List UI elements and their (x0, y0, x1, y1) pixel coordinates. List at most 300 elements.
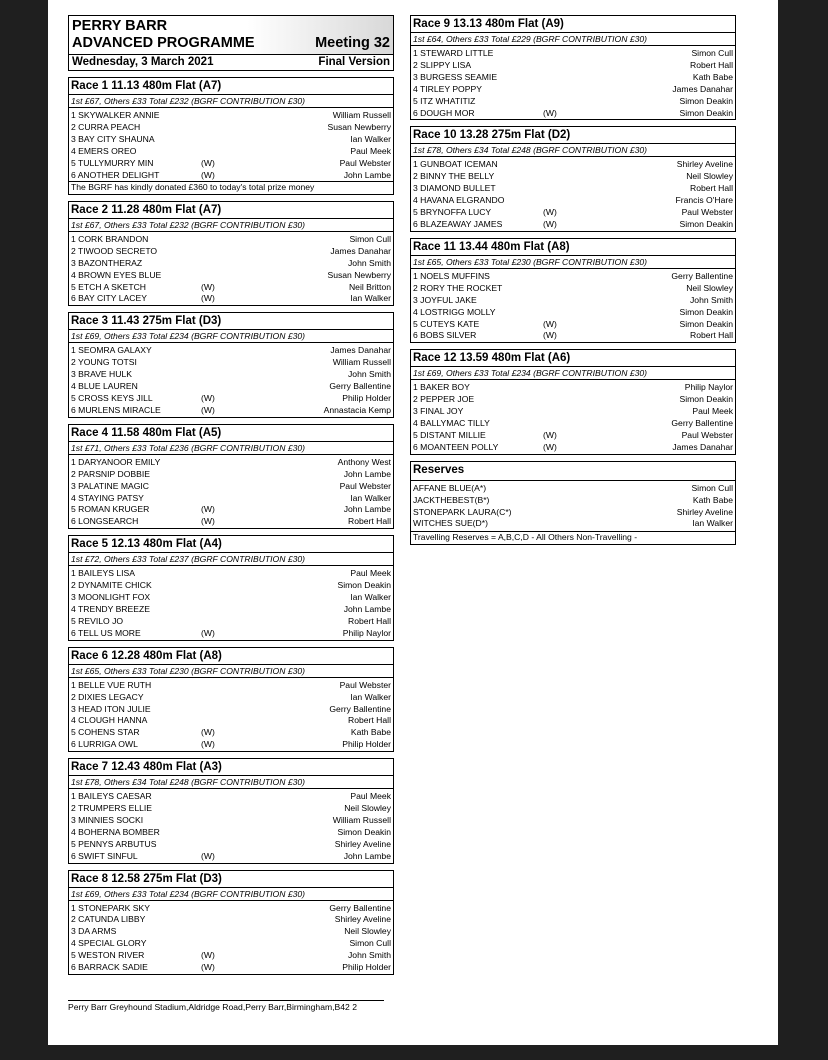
trainer-name: Simon Deakin (337, 580, 391, 591)
runner-row (69, 504, 393, 516)
runner-row (69, 827, 393, 839)
reserve-name: JACKTHEBEST(B*) (413, 494, 490, 505)
venue-title: PERRY BARR (72, 18, 168, 34)
runner-name: 2 BINNY THE BELLY (413, 171, 495, 182)
runner-name: 4 SPECIAL GLORY (71, 938, 147, 949)
race-card (68, 77, 394, 195)
race-title: Race 7 12.43 480m Flat (A3) (71, 761, 222, 774)
trainer-name: Philip Holder (342, 739, 391, 750)
trainer-name: Robert Hall (690, 330, 733, 341)
trainer-name: Simon Cull (691, 48, 733, 58)
trainer-name: Robert Hall (348, 615, 391, 626)
runner-name: 5 COHENS STAR (71, 727, 140, 738)
runner-row (69, 516, 393, 528)
trainer-name: Shirley Aveline (676, 159, 733, 170)
runner-name: 5 CROSS KEYS JILL (71, 393, 153, 403)
runner-name: 1 SEOMRA GALAXY (71, 345, 152, 356)
wide-marker: (W) (543, 107, 557, 118)
wide-marker (543, 84, 583, 96)
trainer-name: Kath Babe (350, 727, 391, 738)
race-card (410, 126, 736, 231)
reserve-row (411, 483, 735, 495)
runner-row (69, 580, 393, 592)
runner-row (411, 307, 735, 319)
programme-title-row (69, 35, 393, 54)
runner-row (69, 234, 393, 246)
wide-marker (543, 171, 583, 183)
runner-name: 6 MOANTEEN POLLY (413, 441, 499, 452)
race-title: Race 5 12.13 480m Flat (A4) (71, 538, 222, 551)
trainer-name: James Danahar (672, 441, 733, 452)
wide-marker (201, 357, 241, 369)
trainer-name: John Lambe (343, 169, 391, 180)
runner-name: 4 LOSTRIGG MOLLY (413, 306, 496, 317)
wide-marker (201, 616, 241, 628)
runner-row (411, 60, 735, 72)
runner-name: 6 DOUGH MOR (413, 107, 475, 118)
reserve-row (411, 495, 735, 507)
trainer-name: Ian Walker (350, 492, 391, 503)
reserve-name: WITCHES SUE(D*) (413, 518, 488, 529)
wide-marker: (W) (201, 727, 215, 738)
runner-name: 2 TRUMPERS ELLIE (71, 803, 153, 814)
runner-row (69, 628, 393, 640)
runner-row (411, 207, 735, 219)
wide-marker: (W) (543, 429, 557, 440)
runner-name: 5 DISTANT MILLIE (413, 429, 486, 440)
wide-marker: (W) (201, 627, 215, 638)
trainer-name: Ian Walker (350, 133, 391, 144)
runner-name: 3 DIAMOND BULLET (413, 183, 496, 194)
runner-name: 4 BOHERNA BOMBER (71, 826, 160, 837)
runner-name: 1 STONEPARK SKY (71, 902, 150, 913)
runner-name: 3 BURGESS SEAMIE (413, 71, 498, 82)
wide-marker: (W) (201, 293, 215, 304)
runner-row (69, 680, 393, 692)
runner-row (69, 369, 393, 381)
wide-marker (201, 568, 241, 580)
runner-name: 5 WESTON RIVER (71, 950, 145, 961)
runner-name: 4 BALLYMAC TILLY (413, 418, 490, 429)
reserves-footnote: Travelling Reserves = A,B,C,D - All Others Non-Travelling - (411, 531, 735, 544)
meeting-date: Wednesday, 3 March 2021 (72, 56, 214, 68)
race-card (410, 349, 736, 454)
runner-row (69, 692, 393, 704)
wide-marker: (W) (201, 169, 215, 180)
wide-marker (543, 406, 583, 418)
runner-name: 1 BELLE VUE RUTH (71, 679, 152, 690)
trainer-name: Neil Slowley (686, 171, 733, 182)
wide-marker: (W) (201, 516, 215, 527)
runner-row (69, 592, 393, 604)
runner-name: 3 MOONLIGHT FOX (71, 592, 151, 603)
trainer-name: John Lambe (343, 850, 391, 861)
runner-name: 2 RORY THE ROCKET (413, 282, 503, 293)
trainer-name: Anthony West (337, 456, 391, 467)
runner-row (411, 171, 735, 183)
wide-marker (201, 827, 241, 839)
runner-name: 4 EMERS OREO (71, 145, 137, 156)
race-card (410, 238, 736, 343)
trainer-name: Shirley Aveline (334, 838, 391, 849)
runner-name: 4 BLUE LAUREN (71, 381, 138, 392)
wide-marker (201, 469, 241, 481)
runner-name: 3 BRAVE HULK (71, 369, 132, 380)
runner-name: 6 BAY CITY LACEY (71, 293, 147, 304)
wide-marker (201, 604, 241, 616)
trainer-name: Paul Meek (692, 406, 733, 417)
wide-marker (201, 914, 241, 926)
trainer-name: Robert Hall (690, 59, 733, 70)
trainer-name: William Russell (332, 814, 391, 825)
runner-name: 5 ROMAN KRUGER (71, 504, 150, 515)
runner-row (69, 122, 393, 134)
wide-marker: (W) (543, 218, 557, 229)
reserve-trainer: Kath Babe (692, 494, 733, 505)
runner-name: 3 PALATINE MAGIC (71, 480, 149, 491)
runner-row (69, 481, 393, 493)
runner-row (69, 851, 393, 863)
runner-row (411, 330, 735, 342)
trainer-name: John Lambe (343, 603, 391, 614)
runner-name: 1 BAILEYS LISA (71, 568, 136, 579)
trainer-name: Neil Slowley (344, 926, 391, 937)
runner-row (69, 903, 393, 915)
runner-name: 3 DA ARMS (71, 926, 117, 937)
race-note: The BGRF has kindly donated £360 to today's total prize money (69, 181, 393, 194)
trainer-name: Robert Hall (348, 516, 391, 527)
reserve-trainer: Shirley Aveline (676, 506, 733, 517)
stadium-address: Perry Barr Greyhound Stadium,Aldridge Road,Perry Barr,Birmingham,B42 2 (68, 1000, 384, 1012)
reserves-box (410, 461, 736, 545)
trainer-name: Ian Walker (350, 293, 391, 304)
reserve-trainer: Ian Walker (692, 518, 733, 529)
right-column (410, 15, 736, 551)
wide-marker (201, 134, 241, 146)
runner-row (69, 791, 393, 803)
runner-row (411, 219, 735, 231)
runner-name: 1 BAILEYS CAESAR (71, 791, 152, 802)
trainer-name: John Smith (348, 257, 391, 268)
runner-name: 5 REVILO JO (71, 615, 124, 626)
runner-row (69, 158, 393, 170)
trainer-name: John Smith (348, 950, 391, 961)
trainer-name: James Danahar (330, 345, 391, 356)
runner-name: 5 ITZ WHATITIZ (413, 95, 476, 106)
runner-name: 4 STAYING PATSY (71, 492, 144, 503)
runner-row (411, 418, 735, 430)
trainer-name: Gerry Ballentine (329, 703, 391, 714)
race-title: Race 4 11.58 480m Flat (A5) (71, 426, 222, 439)
wide-marker: (W) (543, 318, 557, 329)
runner-name: 3 BAZONTHERAZ (71, 257, 143, 268)
race-title: Race 9 13.13 480m Flat (A9) (413, 18, 564, 30)
race-prize: 1st £69, Others £33 Total £234 (BGRF CONTRIBUTION £30) (69, 887, 393, 901)
runner-name: 3 FINAL JOY (413, 406, 464, 417)
trainer-name: Neil Slowley (686, 282, 733, 293)
race-card (68, 312, 394, 417)
trainer-name: Gerry Ballentine (329, 902, 391, 913)
wide-marker: (W) (201, 739, 215, 750)
runner-row (411, 406, 735, 418)
trainer-name: Paul Webster (681, 207, 733, 218)
trainer-name: Philip Naylor (684, 382, 733, 393)
wide-marker (201, 926, 241, 938)
runner-name: 2 SLIPPY LISA (413, 59, 472, 70)
wide-marker (201, 481, 241, 493)
runner-row (69, 146, 393, 158)
runner-name: 6 ANOTHER DELIGHT (71, 169, 160, 180)
wide-marker: (W) (201, 962, 215, 973)
runner-row (411, 295, 735, 307)
runner-row (69, 616, 393, 628)
version-label: Final Version (318, 56, 390, 68)
runner-row (69, 604, 393, 616)
trainer-name: Gerry Ballentine (671, 418, 733, 429)
runner-row (69, 727, 393, 739)
runner-name: 6 BLAZEAWAY JAMES (413, 218, 503, 229)
wide-marker (201, 580, 241, 592)
trainer-name: Paul Meek (350, 145, 391, 156)
wide-marker (543, 159, 583, 171)
race-prize: 1st £69, Others £33 Total £234 (BGRF CONTRIBUTION £30) (411, 366, 735, 380)
trainer-name: Paul Meek (350, 791, 391, 802)
race-card (410, 15, 736, 120)
runner-row (69, 134, 393, 146)
wide-marker: (W) (543, 207, 557, 218)
runner-row (411, 72, 735, 84)
trainer-name: John Lambe (343, 468, 391, 479)
wide-marker (543, 60, 583, 72)
runner-row (411, 442, 735, 454)
runner-row (411, 159, 735, 171)
wide-marker: (W) (543, 330, 557, 341)
runner-row (69, 345, 393, 357)
runner-name: 3 JOYFUL JAKE (413, 294, 477, 305)
runner-name: 5 CUTEYS KATE (413, 318, 480, 329)
runner-name: 2 CURRA PEACH (71, 121, 141, 132)
runner-name: 2 CATUNDA LIBBY (71, 914, 146, 925)
trainer-name: Philip Naylor (342, 627, 391, 638)
race-card (68, 424, 394, 529)
wide-marker (201, 791, 241, 803)
race-card (68, 870, 394, 975)
race-title: Race 3 11.43 275m Flat (D3) (71, 315, 222, 328)
runner-row (69, 405, 393, 417)
runner-row (69, 110, 393, 122)
reserve-name: STONEPARK LAURA(C*) (413, 506, 512, 517)
runner-row (69, 926, 393, 938)
runner-row (411, 430, 735, 442)
runner-row (69, 962, 393, 974)
trainer-name: Kath Babe (692, 71, 733, 82)
runner-name: 5 PENNYS ARBUTUS (71, 838, 157, 849)
wide-marker (201, 122, 241, 134)
wide-marker (201, 493, 241, 505)
wide-marker (201, 234, 241, 246)
wide-marker (201, 345, 241, 357)
race-title: Race 10 13.28 275m Flat (D2) (413, 129, 571, 142)
runner-row (411, 394, 735, 406)
trainer-name: Simon Deakin (679, 218, 733, 229)
programme-header (68, 15, 394, 71)
trainer-name: Simon Deakin (679, 107, 733, 118)
programme-page (48, 0, 778, 1045)
trainer-name: Shirley Aveline (334, 914, 391, 925)
trainer-name: Susan Newberry (327, 269, 391, 280)
trainer-name: Ian Walker (350, 592, 391, 603)
runner-row (411, 48, 735, 60)
trainer-name: Robert Hall (348, 715, 391, 726)
trainer-name: Philip Holder (342, 393, 391, 403)
trainer-name: Simon Deakin (679, 394, 733, 405)
wide-marker (201, 110, 241, 122)
runner-name: 5 BRYNOFFA LUCY (413, 207, 492, 218)
race-prize: 1st £67, Others £33 Total £232 (BGRF CONTRIBUTION £30) (69, 218, 393, 232)
runner-row (69, 357, 393, 369)
runner-row (69, 293, 393, 305)
runner-row (411, 195, 735, 207)
trainer-name: John Lambe (343, 504, 391, 515)
runner-row (69, 282, 393, 294)
runner-name: 3 BAY CITY SHAUNA (71, 133, 155, 144)
wide-marker (201, 715, 241, 727)
wide-marker (543, 271, 583, 283)
race-title: Race 1 11.13 480m Flat (A7) (71, 80, 222, 92)
runner-name: 2 PEPPER JOE (413, 394, 475, 405)
runner-name: 6 LONGSEARCH (71, 516, 139, 527)
wide-marker (201, 369, 241, 381)
trainer-name: Neil Britton (348, 281, 391, 292)
runner-row (69, 815, 393, 827)
trainer-name: Simon Cull (349, 233, 391, 244)
reserves-title: Reserves (413, 463, 465, 476)
wide-marker (543, 295, 583, 307)
runner-name: 1 NOELS MUFFINS (413, 270, 490, 281)
runner-row (69, 914, 393, 926)
race-prize: 1st £72, Others £33 Total £237 (BGRF CONTRIBUTION £30) (69, 552, 393, 566)
runner-name: 1 SKYWALKER ANNIE (71, 110, 160, 120)
wide-marker (201, 692, 241, 704)
wide-marker (543, 72, 583, 84)
reserve-name: AFFANE BLUE(A*) (413, 482, 487, 493)
trainer-name: Paul Meek (350, 568, 391, 579)
runner-row (69, 704, 393, 716)
trainer-name: Simon Deakin (337, 826, 391, 837)
wide-marker (543, 183, 583, 195)
runner-row (69, 938, 393, 950)
runner-name: 2 YOUNG TOTSI (71, 357, 137, 368)
runner-name: 1 DARYANOOR EMILY (71, 456, 161, 467)
left-race-list (68, 77, 394, 975)
wide-marker: (W) (543, 441, 557, 452)
trainer-name: Philip Holder (342, 962, 391, 973)
runner-name: 5 TULLYMURRY MIN (71, 157, 154, 168)
trainer-name: Ian Walker (350, 691, 391, 702)
race-title: Race 12 13.59 480m Flat (A6) (413, 352, 571, 365)
trainer-name: Simon Deakin (679, 318, 733, 329)
runner-name: 2 PARSNIP DOBBIE (71, 468, 150, 479)
runner-name: 6 BOBS SILVER (413, 330, 477, 341)
wide-marker (201, 803, 241, 815)
wide-marker (543, 307, 583, 319)
runner-row (69, 246, 393, 258)
runner-row (69, 950, 393, 962)
race-title: Race 11 13.44 480m Flat (A8) (413, 240, 570, 253)
wide-marker (201, 246, 241, 258)
runner-name: 4 CLOUGH HANNA (71, 715, 148, 726)
runner-row (69, 803, 393, 815)
wide-marker (201, 903, 241, 915)
trainer-name: John Smith (690, 294, 733, 305)
runner-row (69, 469, 393, 481)
runner-row (411, 96, 735, 108)
race-prize: 1st £69, Others £33 Total £234 (BGRF CONTRIBUTION £30) (69, 329, 393, 343)
wide-marker: (W) (201, 404, 215, 415)
runner-row (411, 382, 735, 394)
reserve-row (411, 507, 735, 519)
runner-row (69, 457, 393, 469)
runner-name: 6 MURLENS MIRACLE (71, 404, 161, 415)
wide-marker (201, 381, 241, 393)
runner-row (411, 108, 735, 120)
right-race-list (410, 15, 736, 455)
runner-name: 4 TRENDY BREEZE (71, 603, 150, 614)
runner-row (69, 270, 393, 282)
wide-marker (201, 815, 241, 827)
wide-marker (543, 418, 583, 430)
trainer-name: John Smith (348, 369, 391, 380)
trainer-name: Paul Webster (681, 429, 733, 440)
race-prize: 1st £65, Others £33 Total £230 (BGRF CONTRIBUTION £30) (69, 664, 393, 678)
runner-name: 1 BAKER BOY (413, 382, 470, 393)
trainer-name: Susan Newberry (327, 121, 391, 132)
wide-marker: (W) (201, 950, 215, 961)
runner-row (69, 493, 393, 505)
runner-row (411, 271, 735, 283)
runner-name: 4 BROWN EYES BLUE (71, 269, 162, 280)
runner-name: 6 LURRIGA OWL (71, 739, 138, 750)
runner-name: 2 DYNAMITE CHICK (71, 580, 152, 591)
runner-row (411, 84, 735, 96)
reserve-row (411, 518, 735, 530)
runner-row (411, 183, 735, 195)
wide-marker (201, 146, 241, 158)
trainer-name: Annastacia Kemp (323, 404, 391, 415)
trainer-name: William Russell (332, 357, 391, 368)
wide-marker (201, 704, 241, 716)
programme-title: ADVANCED PROGRAMME (72, 35, 255, 51)
runner-row (69, 568, 393, 580)
runner-name: 2 DIXIES LEGACY (71, 691, 144, 702)
race-title: Race 2 11.28 480m Flat (A7) (71, 203, 222, 216)
reserve-trainer: Simon Cull (691, 482, 733, 493)
wide-marker: (W) (201, 504, 215, 515)
trainer-name: Neil Slowley (344, 803, 391, 814)
wide-marker: (W) (201, 157, 215, 168)
wide-marker (201, 938, 241, 950)
race-title: Race 8 12.58 275m Flat (D3) (71, 872, 222, 885)
runner-row (69, 393, 393, 405)
wide-marker: (W) (201, 281, 215, 292)
wide-marker (201, 457, 241, 469)
trainer-name: Francis O'Hare (675, 195, 733, 206)
runner-name: 4 HAVANA ELGRANDO (413, 195, 505, 206)
wide-marker (543, 96, 583, 108)
trainer-name: Simon Deakin (679, 95, 733, 106)
runner-name: 1 CORK BRANDON (71, 233, 149, 244)
wide-marker (543, 382, 583, 394)
